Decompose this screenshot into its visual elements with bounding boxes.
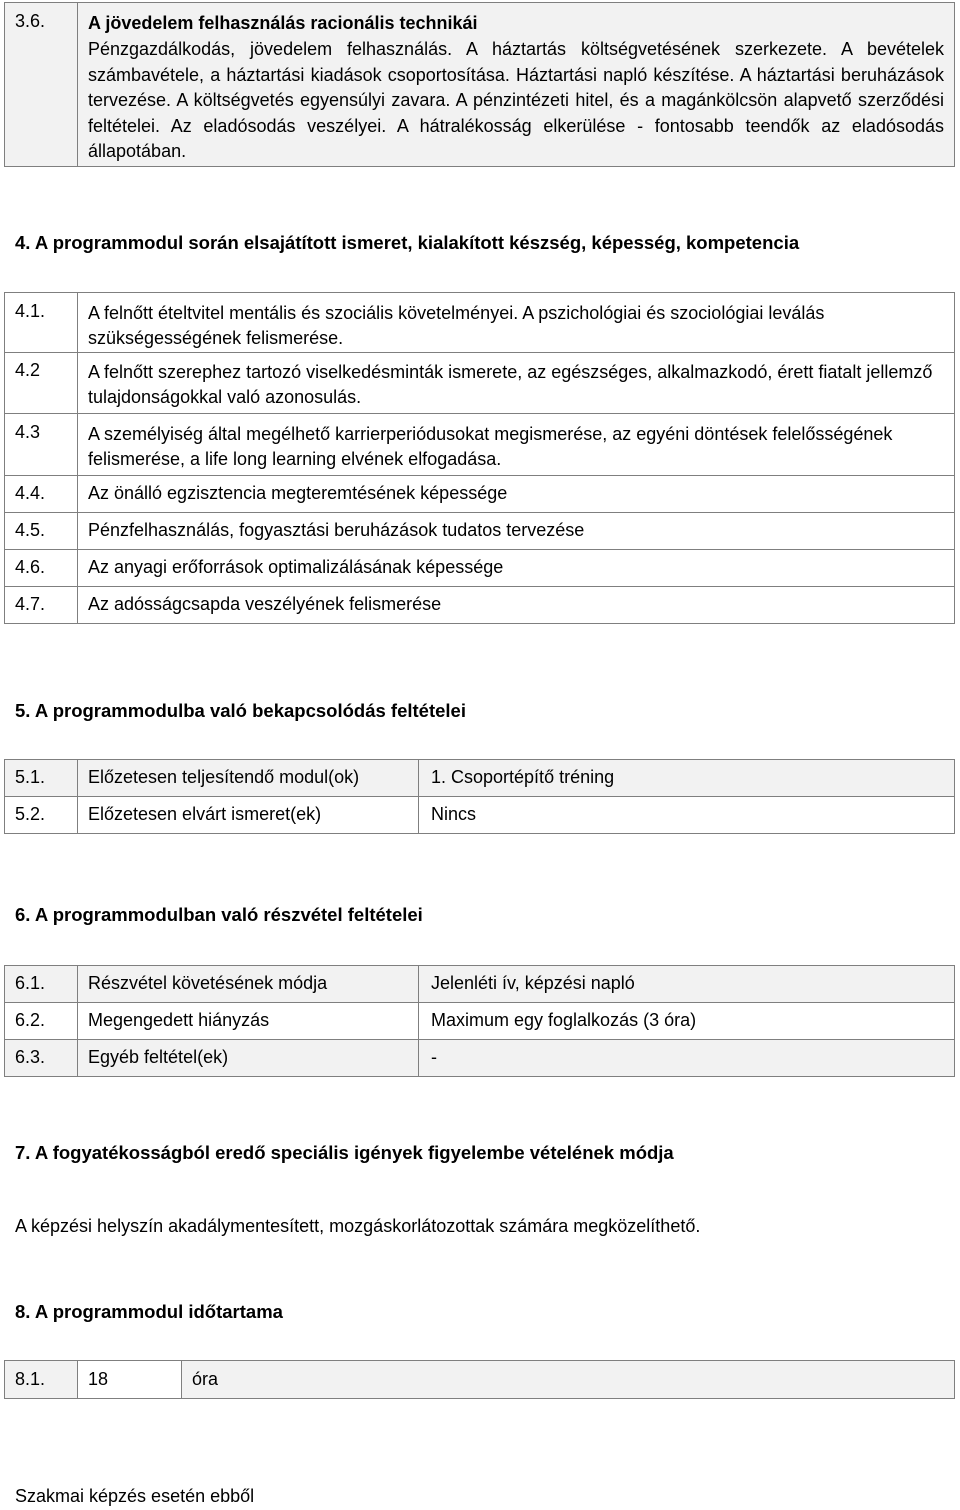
section-4-heading: 4. A programmodul során elsajátított ismeret, kialakított készség, képesség, kompetencia [15, 232, 800, 253]
section-8-table [4, 1360, 955, 1399]
row-label: Előzetesen elvárt ismeret(ek) [78, 797, 419, 834]
row-number: 4.2 [5, 353, 78, 414]
section-5-table [4, 759, 955, 834]
row-label: Előzetesen teljesítendő modul(ok) [78, 760, 419, 797]
competency-text: A személyiség által megélhető karrierperiódusokat megismerése, az egyéni döntések felelősségének felismerése, a life long learning elvének elfogadása. [78, 414, 955, 476]
row-value: Jelenléti ív, képzési napló [419, 966, 955, 1003]
section-3-6-cell [78, 3, 955, 167]
section-5-heading: 5. A programmodulba való bekapcsolódás feltételei [15, 700, 466, 721]
competency-text: Az önálló egzisztencia megteremtésének képessége [78, 476, 955, 513]
competency-text: Pénzfelhasználás, fogyasztási beruházások tudatos tervezése [78, 513, 955, 550]
row-label: Megengedett hiányzás [78, 1003, 419, 1040]
duration-value: 18 [78, 1361, 182, 1399]
row-value: - [419, 1040, 955, 1077]
footer-text: Szakmai képzés esetén ebből [15, 1486, 255, 1506]
competency-text: A felnőtt ételtvitel mentális és szociális követelményei. A pszichológiai és szociológiai leválás szükségességének felismerése. [78, 293, 955, 353]
row-number: 4.7. [5, 587, 78, 624]
row-number: 3.6. [5, 3, 78, 167]
section-7-text: A képzési helyszín akadálymentesített, mozgáskorlátozottak számára megközelíthető. [15, 1216, 701, 1236]
row-number: 4.3 [5, 414, 78, 476]
row-number: 4.4. [5, 476, 78, 513]
section-8-heading: 8. A programmodul időtartama [15, 1301, 283, 1322]
competency-text: Az adósságcsapda veszélyének felismerése [78, 587, 955, 624]
section-4-table [4, 292, 955, 624]
row-value: Nincs [419, 797, 955, 834]
competency-text: A felnőtt szerephez tartozó viselkedésminták ismerete, az egészséges, alkalmazkodó, érett fiatalt jellemző tulajdonságokkal való azonosulás. [78, 353, 955, 414]
row-number: 8.1. [5, 1361, 78, 1399]
row-number: 5.2. [5, 797, 78, 834]
section-3-6-table [4, 2, 955, 167]
duration-unit: óra [182, 1361, 955, 1399]
row-value: Maximum egy foglalkozás (3 óra) [419, 1003, 955, 1040]
row-number: 6.1. [5, 966, 78, 1003]
section-6-heading: 6. A programmodulban való részvétel feltételei [15, 904, 423, 925]
row-number: 4.1. [5, 293, 78, 353]
section-6-table [4, 965, 955, 1077]
row-number: 4.6. [5, 550, 78, 587]
section-3-6-body: Pénzgazdálkodás, jövedelem felhasználás. A háztartás költségvetésének szerkezete. A bevételek számbavétele, a háztartási kiadások csoportosítása. Háztartási napló készítése. A háztartási beruházások tervezése. A költségvetés egyensúlyi zavara. A pénzintézeti hitel, és a magánkölcsön alapvető szerződési feltételei. Az eladósodás veszélyei. A hátralékosság elkerülése - fontosabb teendők az eladósodás állapotában. [88, 39, 944, 161]
row-value: 1. Csoportépítő tréning [419, 760, 955, 797]
section-7-heading: 7. A fogyatékosságból eredő speciális igények figyelembe vételének módja [15, 1142, 674, 1163]
row-number: 5.1. [5, 760, 78, 797]
section-3-6-title: A jövedelem felhasználás racionális technikái [88, 13, 478, 33]
row-number: 4.5. [5, 513, 78, 550]
competency-text: Az anyagi erőforrások optimalizálásának képessége [78, 550, 955, 587]
row-number: 6.2. [5, 1003, 78, 1040]
row-label: Részvétel követésének módja [78, 966, 419, 1003]
row-label: Egyéb feltétel(ek) [78, 1040, 419, 1077]
row-number: 6.3. [5, 1040, 78, 1077]
